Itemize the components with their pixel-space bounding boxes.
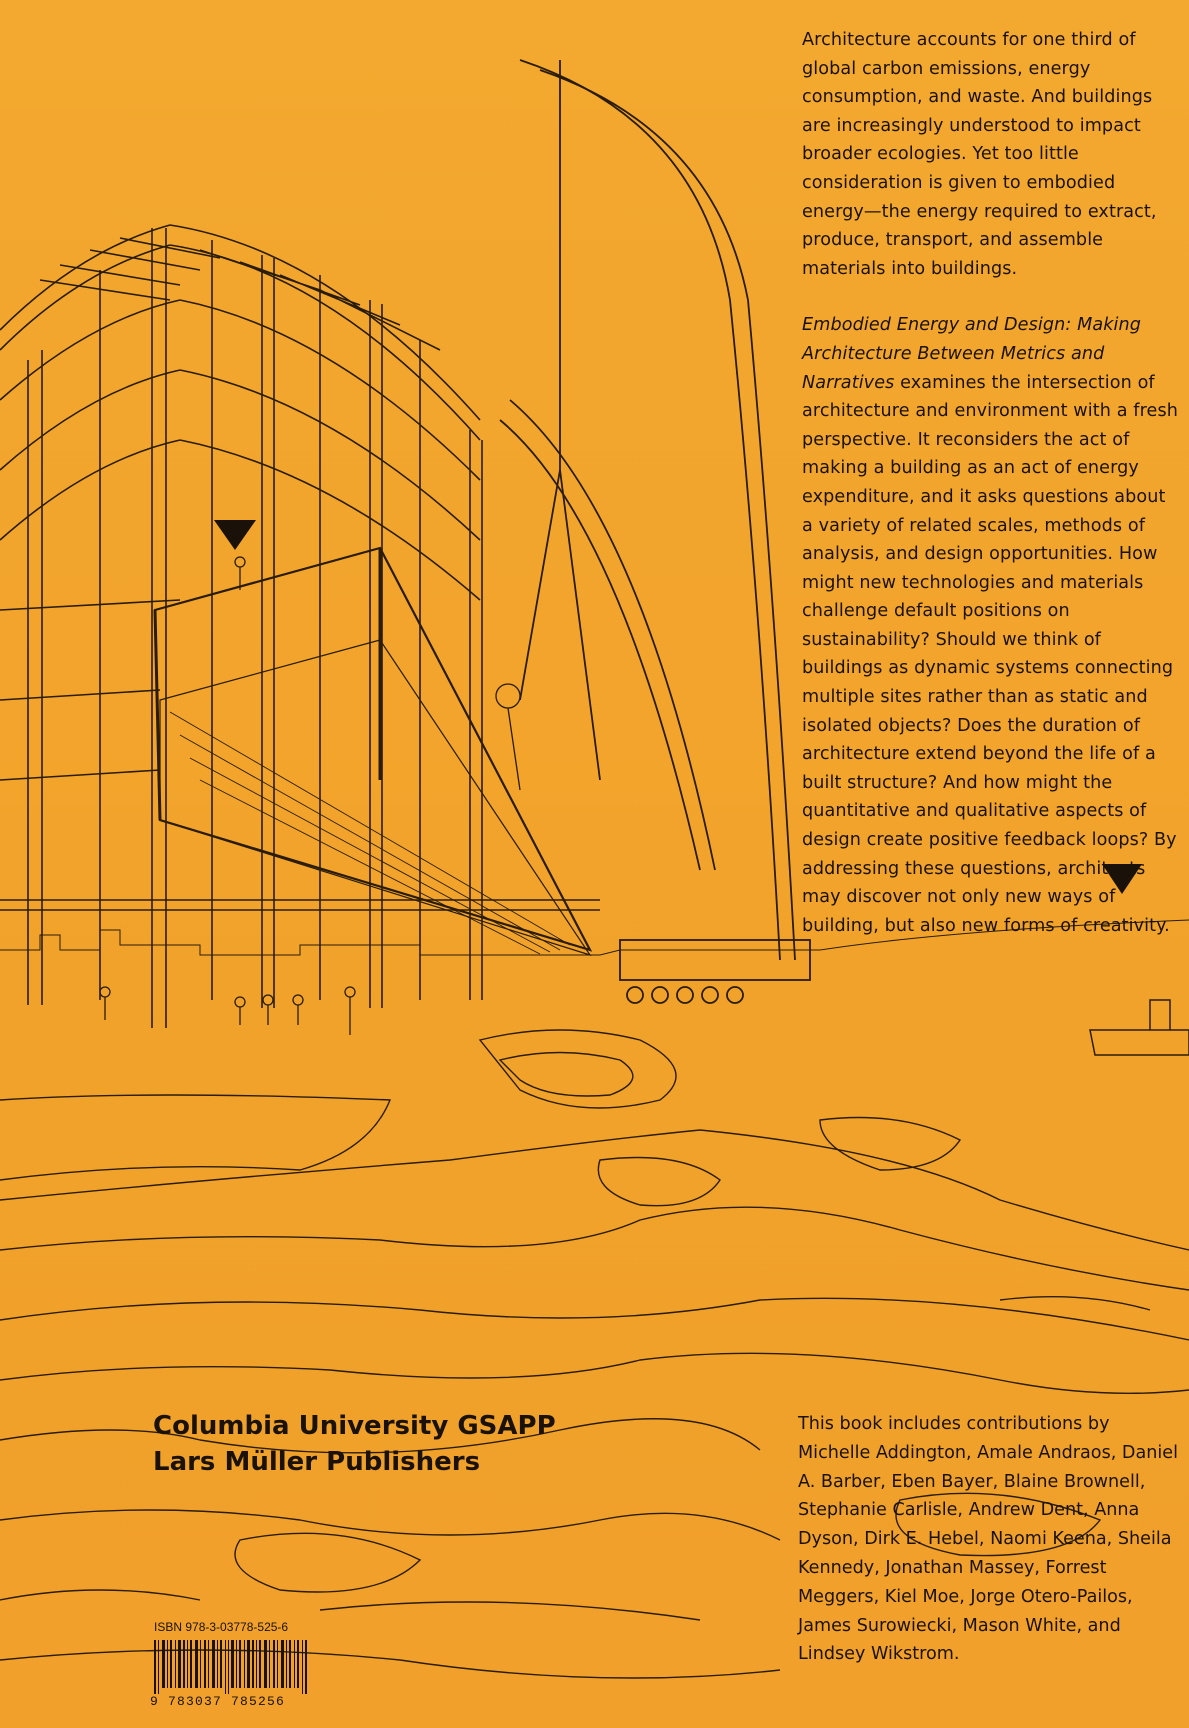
marker-triangle-icon: [214, 520, 256, 550]
book-title: Embodied Energy and Design: Making Architecture Between Metrics and Narratives: [802, 315, 1142, 393]
barcode: [154, 1640, 308, 1694]
description-blurb: [802, 26, 1182, 968]
publishers: [153, 1408, 556, 1480]
isbn-label: ISBN 978-3-03778-525-6: [154, 1620, 289, 1634]
steel-beam: [155, 548, 590, 955]
publisher-gsapp: Columbia University GSAPP: [153, 1411, 556, 1441]
people-figures: [100, 557, 520, 1035]
blurb-paragraph-2-text: examines the intersection of architecture and environment with a fresh perspective. It reconsiders the act of making a building as an act of energy expenditure, and it asks questions about a variety of related scales, methods of analysis, and design opportunities. How might new technologies and materials challenge default positions on sustainability? Should we think of buildings as dynamic systems connecting multiple sites rather than as static and isolated objects? Does the duration of architecture extend beyond the life of a built structure? And how might the quantitative and qualitative aspects of design create positive feedback loops? By addressing these questions, architects may discover not only new ways of building, but also new forms of creativity.: [802, 372, 1178, 936]
publisher-lars-muller: Lars Müller Publishers: [153, 1447, 481, 1477]
barge: [1090, 1000, 1189, 1055]
blurb-paragraph-2: [802, 311, 1182, 940]
barcode-digits: 9 783037 785256: [150, 1694, 286, 1709]
blurb-paragraph-1: Architecture accounts for one third of global carbon emissions, energy consumption, and waste. And buildings are increasingly understood to impact broader ecologies. Yet too little consideration is given to embodied energy—the energy required to extract, produce, transport, and assemble materials into buildings.: [802, 30, 1157, 279]
building-frame: [0, 225, 600, 1028]
crane: [500, 60, 810, 1003]
contributors-list: This book includes contributions by Michelle Addington, Amale Andraos, Daniel A. Barber, Eben Bayer, Blaine Brownell, Stephanie Carlisle, Andrew Dent, Anna Dyson, Dirk E. Hebel, Naomi Keena, Sheila Kennedy, Jonathan Massey, Forrest Meggers, Kiel Moe, Jorge Otero-Pailos, James Surowiecki, Mason White, and Lindsey Wikstrom.: [798, 1414, 1179, 1665]
